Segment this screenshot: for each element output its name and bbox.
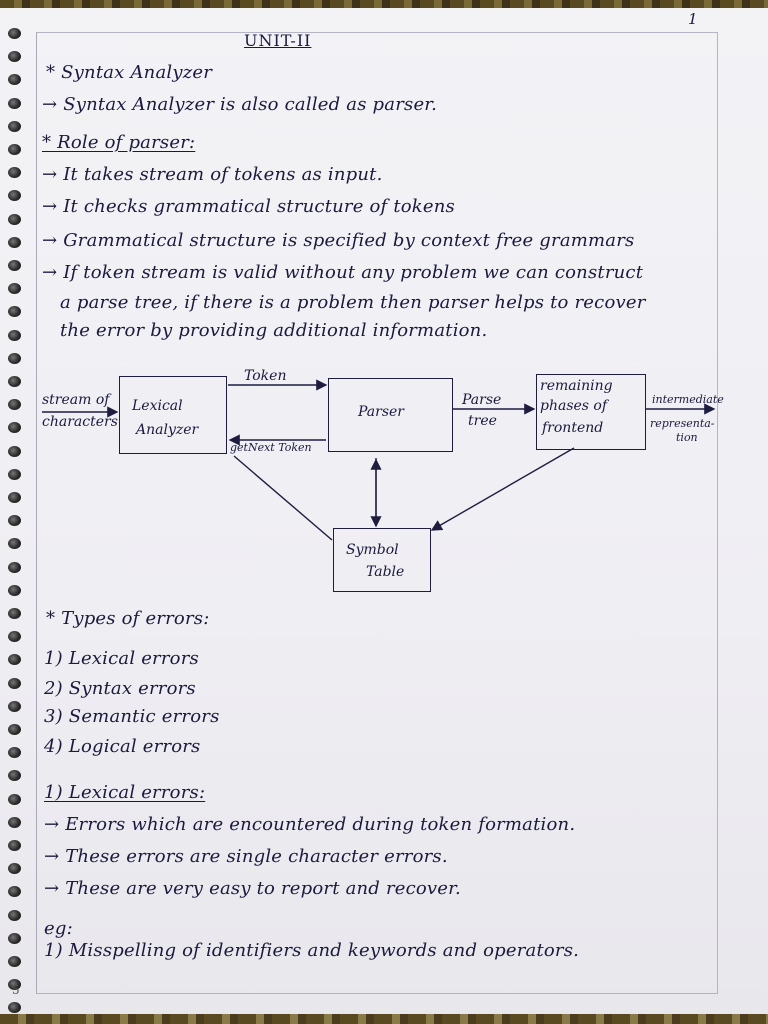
parser-box-label: Parser: [358, 404, 404, 420]
binding-ring: [8, 144, 21, 155]
page-heading: UNIT-II: [244, 31, 312, 50]
output-label-1: intermediate: [652, 393, 724, 406]
binding-ring: [8, 492, 21, 503]
binding-ring: [8, 631, 21, 642]
binding-ring: [8, 515, 21, 526]
token-arrow-label: Token: [244, 368, 287, 384]
binding-ring: [8, 330, 21, 341]
binding-ring: [8, 237, 21, 248]
binding-ring: [8, 956, 21, 967]
example-label: eg:: [44, 918, 73, 939]
page-number: 1: [688, 10, 698, 28]
note-line-4: → Grammatical structure is specified by context free grammars: [42, 230, 635, 251]
binding-ring: [8, 654, 21, 665]
input-label-characters: characters: [42, 414, 118, 430]
binding-ring: [8, 353, 21, 364]
binding-ring: [8, 910, 21, 921]
note-line-6: a parse tree, if there is a problem then parser helps to recover: [60, 292, 646, 313]
lexical-box-label-2: Analyzer: [136, 422, 199, 438]
binding-ring: [8, 190, 21, 201]
corner-mark: 5: [12, 983, 20, 997]
lexical-note-2: → These errors are single character errors.: [44, 846, 448, 867]
output-label-3: tion: [676, 431, 698, 444]
binding-ring: [8, 98, 21, 109]
parse-tree-label-1: Parse: [462, 392, 502, 408]
binding-ring: [8, 376, 21, 387]
symbol-table-label-2: Table: [366, 564, 405, 580]
note-line-1: → Syntax Analyzer is also called as parser.: [42, 94, 438, 115]
error-type-4: 4) Logical errors: [44, 736, 201, 757]
syntax-analyzer-title: * Syntax Analyzer: [46, 62, 213, 83]
binding-ring: [8, 817, 21, 828]
binding-ring: [8, 260, 21, 271]
lexical-box-label-1: Lexical: [132, 398, 183, 414]
binding-ring: [8, 770, 21, 781]
binding-ring: [8, 469, 21, 480]
binding-ring: [8, 840, 21, 851]
binding-ring: [8, 28, 21, 39]
binding-ring: [8, 121, 21, 132]
binding-ring: [8, 701, 21, 712]
error-type-2: 2) Syntax errors: [44, 678, 196, 699]
remaining-label-3: frontend: [542, 420, 604, 436]
note-line-5: → If token stream is valid without any problem we can construct: [42, 262, 644, 283]
remaining-label-2: phases of: [540, 398, 608, 414]
binding-ring: [8, 678, 21, 689]
binding-ring: [8, 608, 21, 619]
binding-ring: [8, 306, 21, 317]
note-line-7: the error by providing additional information.: [60, 320, 488, 341]
binding-ring: [8, 538, 21, 549]
input-label-stream-of: stream of: [42, 392, 110, 408]
binding-ring: [8, 933, 21, 944]
binding-ring: [8, 446, 21, 457]
parse-tree-label-2: tree: [468, 413, 497, 429]
get-next-token-label: getNext Token: [230, 441, 312, 454]
note-line-3: → It checks grammatical structure of tokens: [42, 196, 455, 217]
output-label-2: representa-: [650, 417, 715, 430]
error-type-3: 3) Semantic errors: [44, 706, 220, 727]
binding-ring: [8, 74, 21, 85]
binding-ring: [8, 562, 21, 573]
symbol-table-label-1: Symbol: [346, 542, 399, 558]
binding-ring: [8, 422, 21, 433]
binding-ring: [8, 214, 21, 225]
example-line-1: 1) Misspelling of identifiers and keywords and operators.: [44, 940, 580, 961]
binding-ring: [8, 283, 21, 294]
lexical-analyzer-box: [119, 376, 227, 454]
top-edge: [0, 0, 768, 8]
remaining-label-1: remaining: [540, 378, 613, 394]
bottom-edge: [0, 1014, 768, 1024]
lexical-note-3: → These are very easy to report and recover.: [44, 878, 461, 899]
note-line-2: → It takes stream of tokens as input.: [42, 164, 383, 185]
types-of-errors-title: * Types of errors:: [46, 608, 210, 629]
binding-ring: [8, 747, 21, 758]
error-type-1: 1) Lexical errors: [44, 648, 199, 669]
binding-ring: [8, 167, 21, 178]
binding-ring: [8, 886, 21, 897]
binding-ring: [8, 863, 21, 874]
symbol-table-box: [333, 528, 431, 592]
lexical-errors-title: 1) Lexical errors:: [44, 782, 206, 803]
lexical-note-1: → Errors which are encountered during token formation.: [44, 814, 576, 835]
binding-ring: [8, 794, 21, 805]
binding-ring: [8, 1002, 21, 1013]
binding-ring: [8, 724, 21, 735]
binding-ring: [8, 399, 21, 410]
role-of-parser-title: * Role of parser:: [42, 132, 196, 153]
binding-ring: [8, 51, 21, 62]
binding-ring: [8, 585, 21, 596]
